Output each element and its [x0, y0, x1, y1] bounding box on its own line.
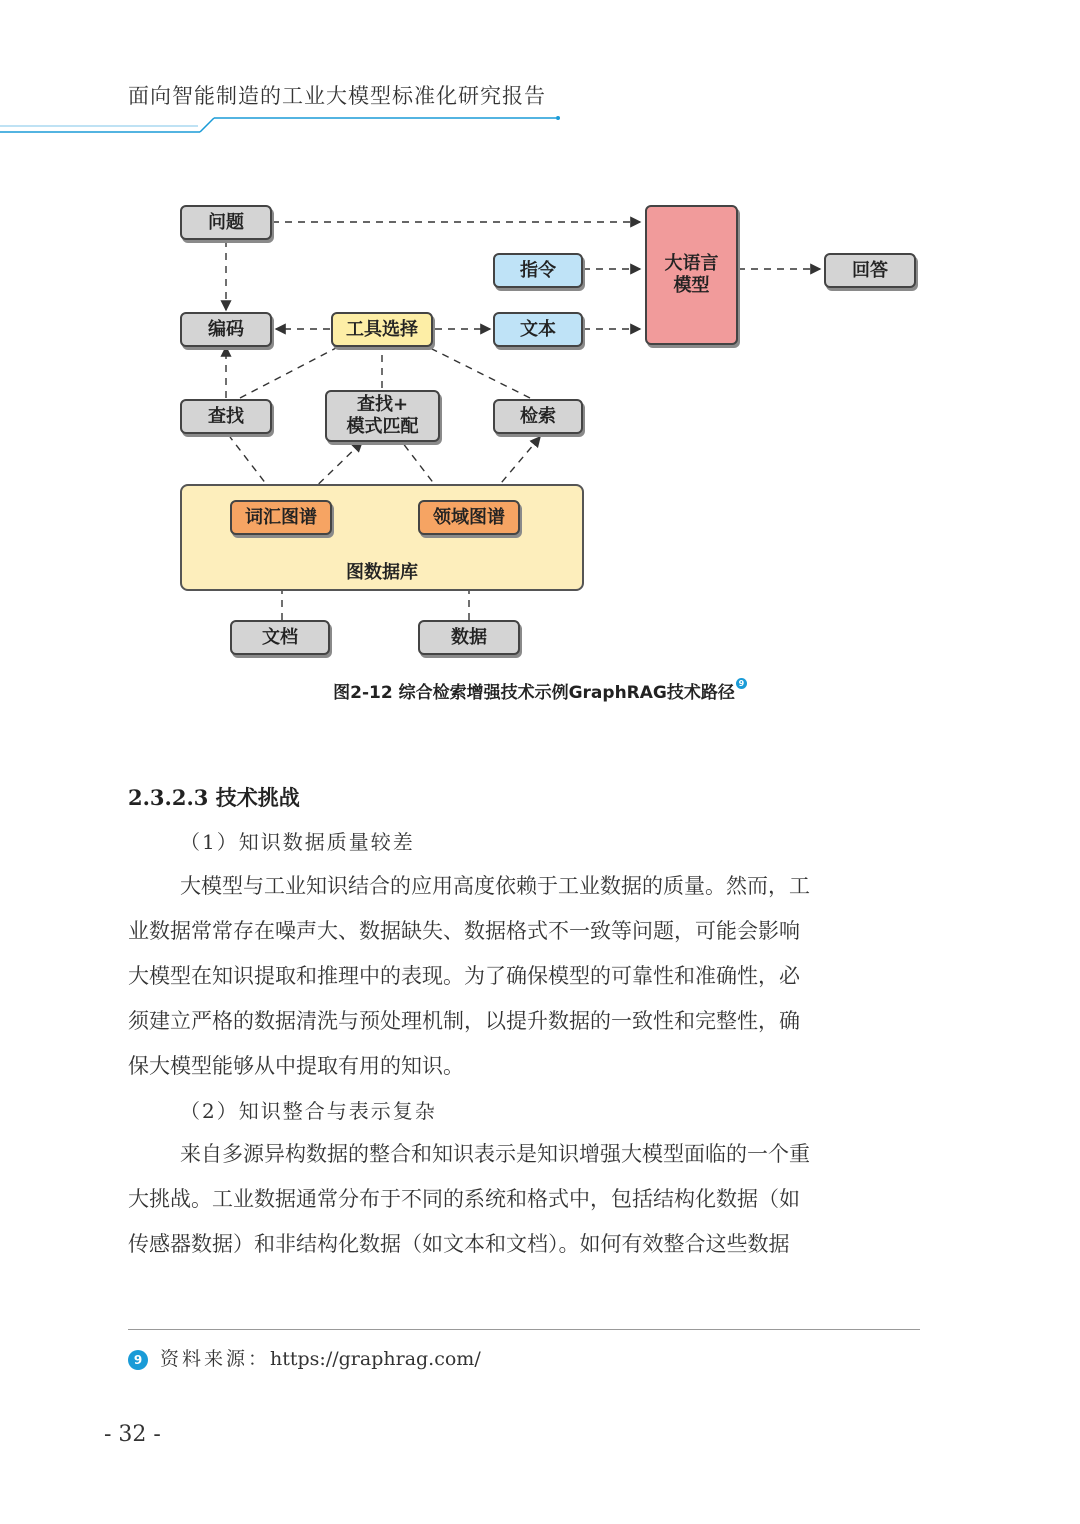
domain-graph-label: 领域图谱	[433, 506, 505, 528]
document-label: 文档	[262, 626, 298, 648]
subheading-2: （2）知识整合与表示复杂	[180, 1099, 437, 1123]
encode-node	[180, 312, 272, 347]
graphrag-diagram	[0, 190, 1080, 670]
question-node	[180, 205, 272, 240]
find-node	[180, 399, 272, 434]
encode-label: 编码	[208, 318, 244, 340]
find-match-node	[325, 390, 440, 442]
graph-database-label: 图数据库	[346, 562, 418, 583]
page-number: - 32 -	[104, 1422, 161, 1447]
paragraph-1-line: 保大模型能够从中提取有用的知识。	[128, 1054, 464, 1078]
document-node	[230, 620, 330, 655]
footnote-number-badge: 9	[128, 1350, 148, 1370]
footnote-marker[interactable]: 9	[736, 678, 747, 689]
find-label: 查找	[208, 405, 244, 427]
answer-label: 回答	[852, 259, 888, 281]
paragraph-2-line: 传感器数据）和非结构化数据（如文本和文档）。如何有效整合这些数据	[128, 1232, 790, 1256]
domain-graph-node	[418, 500, 520, 535]
figure-caption	[0, 678, 1080, 703]
section-heading: 2.3.2.3 技术挑战	[128, 785, 300, 810]
retrieve-label: 检索	[520, 405, 556, 427]
tool-select-node	[331, 312, 433, 347]
paragraph-2-line: 来自多源异构数据的整合和知识表示是知识增强大模型面临的一个重	[180, 1142, 810, 1166]
subheading-1: （1）知识数据质量较差	[180, 830, 415, 854]
paragraph-1	[128, 864, 920, 1089]
paragraph-1-line: 大模型与工业知识结合的应用高度依赖于工业数据的质量。然而，工	[180, 874, 810, 898]
footnote-label: 资料来源：	[160, 1348, 271, 1370]
paragraph-1-line: 须建立严格的数据清洗与预处理机制，以提升数据的一致性和完整性，确	[128, 1009, 800, 1033]
paragraph-2-line: 大挑战。工业数据通常分布于不同的系统和格式中，包括结构化数据（如	[128, 1187, 800, 1211]
figure-caption-text: 图2-12 综合检索增强技术示例GraphRAG技术路径	[333, 683, 735, 703]
data-label: 数据	[451, 626, 487, 648]
data-node	[418, 620, 520, 655]
footnote-link[interactable]: https://graphrag.com/	[270, 1348, 481, 1370]
answer-node	[824, 253, 916, 288]
footnote	[128, 1344, 481, 1371]
paragraph-2	[128, 1132, 920, 1267]
find-match-label-line1: 查找+	[356, 394, 409, 415]
text-node	[493, 312, 583, 347]
llm-label-line1: 大语言	[664, 253, 719, 274]
llm-label-line2: 模型	[673, 275, 710, 296]
running-header-title: 面向智能制造的工业大模型标准化研究报告	[128, 84, 546, 108]
paragraph-1-line: 大模型在知识提取和推理中的表现。为了确保模型的可靠性和准确性，必	[128, 964, 800, 988]
tool-select-label: 工具选择	[346, 318, 418, 340]
question-label: 问题	[208, 211, 244, 233]
header-rule	[0, 110, 570, 140]
lexical-graph-node	[230, 500, 332, 535]
lexical-graph-label: 词汇图谱	[245, 506, 317, 528]
instruction-node	[493, 253, 583, 288]
retrieve-node	[493, 399, 583, 434]
llm-node	[645, 205, 738, 345]
footnote-rule	[128, 1329, 920, 1330]
find-match-label-line2: 模式匹配	[346, 416, 419, 437]
instruction-label: 指令	[520, 259, 556, 281]
text-label: 文本	[520, 318, 556, 340]
paragraph-1-line: 业数据常常存在噪声大、数据缺失、数据格式不一致等问题，可能会影响	[128, 919, 800, 943]
